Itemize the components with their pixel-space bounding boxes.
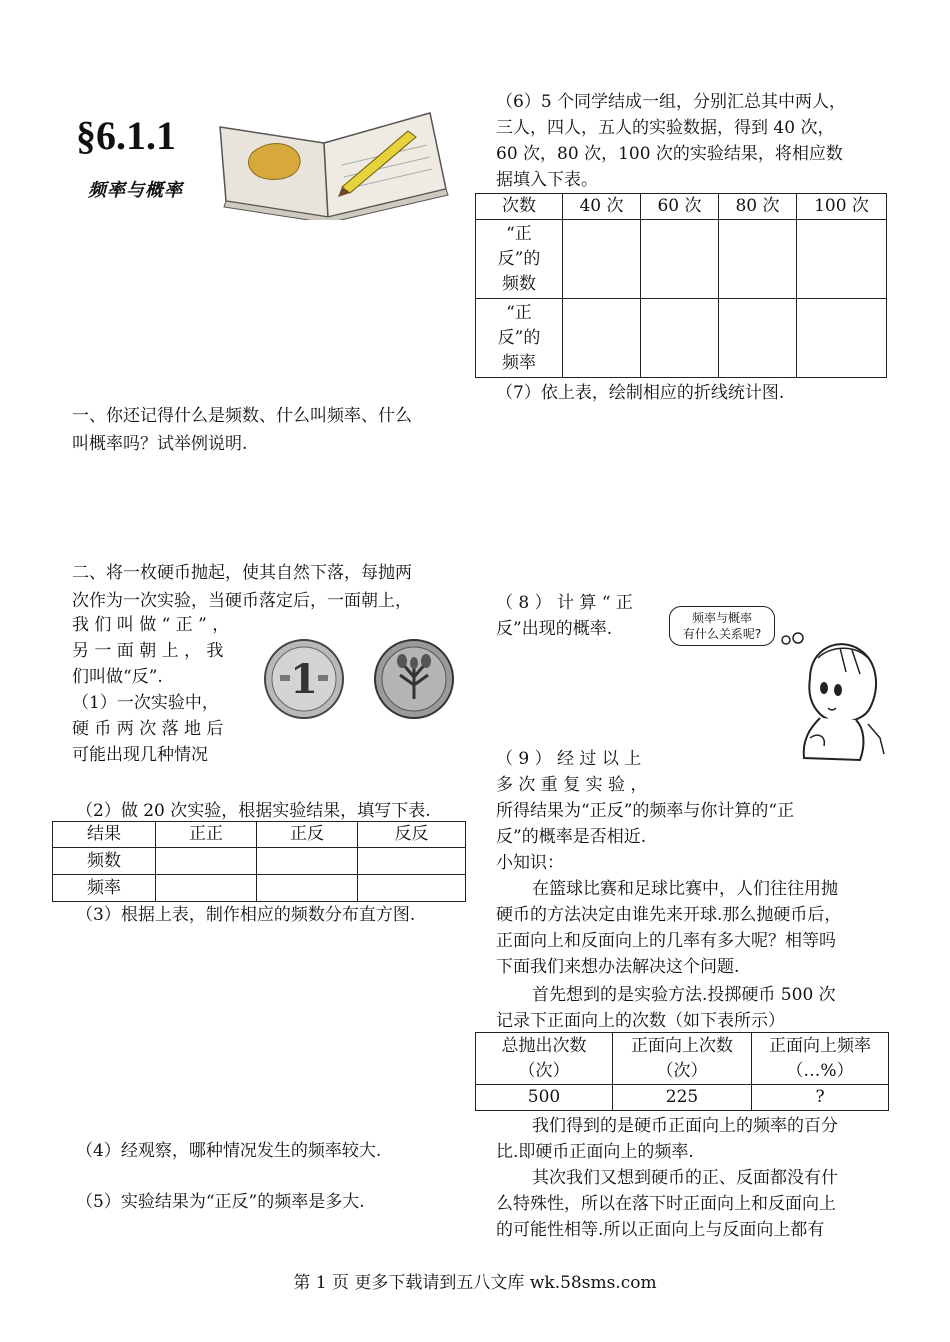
speech-bubble (669, 606, 775, 646)
table-cell: 500 (476, 1085, 613, 1111)
table-cell (641, 220, 719, 299)
question-2-line-5: 们叫做“反”. (72, 667, 163, 687)
table-header: 反反 (358, 822, 466, 848)
table-cell (719, 220, 797, 299)
table-cell (641, 299, 719, 378)
tip-paragraph-4-line-3: 的可能性相等.所以正面向上与反面向上都有 (496, 1220, 825, 1240)
tip-paragraph-1-line-2: 硬币的方法决定由谁先来开球.那么抛硬币后， (496, 905, 842, 925)
question-8-line-1: （ 8 ） 计 算 “ 正 (496, 593, 633, 613)
question-2-3: （3）根据上表，制作相应的频数分布直方图. (76, 905, 416, 925)
question-2-1-line-3: 可能出现几种情况 (72, 745, 208, 765)
table-header: 正正 (156, 822, 257, 848)
table-header-line: 正面向上次数 (631, 1035, 733, 1056)
row-label-line: 频率 (502, 352, 536, 373)
table-cell (257, 848, 358, 875)
question-6-line-2: 三人，四人，五人的实验数据，得到 40 次， (496, 118, 835, 138)
page-footer: 第 1 页 更多下载请到五八文库 wk.58sms.com (293, 1273, 657, 1293)
table-row-label (476, 299, 563, 378)
tip-paragraph-3-line-2: 比.即硬币正面向上的频率. (496, 1142, 694, 1162)
table-header-line: 正面向上频率 (769, 1035, 871, 1056)
tip-paragraph-1-line-3: 正面向上和反面向上的几率有多大呢？相等吗 (496, 931, 836, 951)
svg-text:1: 1 (290, 656, 318, 703)
question-8-line-2: 反”出现的概率. (496, 619, 613, 639)
speech-bubble-line-1: 频率与概率 (691, 611, 752, 625)
table-header: 60 次 (641, 194, 719, 220)
table-header-line: （次） (656, 1060, 708, 1081)
question-2-line-2: 次作为一次实验，当硬币落定后，一面朝上， (72, 591, 412, 611)
row-label-line: 反”的 (497, 248, 541, 269)
table-cell (563, 220, 641, 299)
table-cell (797, 299, 887, 378)
tip-paragraph-4-line-2: 么特殊性，所以在落下时正面向上和反面向上 (496, 1194, 836, 1214)
thinking-child-illustration (780, 628, 890, 768)
question-9-line-2: 多 次 重 复 实 验 ， (496, 775, 648, 795)
row-label-line: 反”的 (497, 327, 541, 348)
table-header (752, 1033, 889, 1085)
question-1-line-1: 一、你还记得什么是频数、什么叫频率、什么 (72, 406, 412, 426)
row-label-line: “正 (506, 223, 532, 244)
tip-paragraph-3-line-1: 我们得到的是硬币正面向上的频率的百分 (532, 1116, 838, 1136)
table-header: 80 次 (719, 194, 797, 220)
question-6-line-4: 据填入下表。 (496, 170, 598, 190)
table-cell (257, 875, 358, 902)
question-9-line-1: （ 9 ） 经 过 以 上 (496, 749, 642, 769)
question-2-line-3: 我 们 叫 做 “ 正 ” ， (72, 615, 230, 635)
question-2-5: （5）实验结果为“正反”的频率是多大. (76, 1192, 365, 1212)
table-row-label: 频数 (53, 848, 156, 875)
table-header-line: 总抛出次数 (501, 1035, 587, 1056)
table-header (613, 1033, 752, 1085)
question-7: （7）依上表，绘制相应的折线统计图. (496, 383, 785, 403)
speech-bubble-line-2: 有什么关系呢? (682, 627, 762, 641)
question-9-line-3: 所得结果为“正反”的频率与你计算的“正 (496, 801, 795, 821)
row-label-line: 频数 (502, 273, 536, 294)
table-header-line: （…%） (786, 1060, 854, 1081)
question-1-line-2: 叫概率吗？试举例说明. (72, 434, 248, 454)
table-header: 100 次 (797, 194, 887, 220)
tip-paragraph-2-line-2: 记录下正面向上的次数（如下表所示） (496, 1011, 785, 1031)
table-row-label: 频率 (53, 875, 156, 902)
trials-table (475, 193, 887, 378)
table-cell: 225 (613, 1085, 752, 1111)
coin-back-illustration (372, 637, 456, 721)
question-2-line-1: 二、将一枚硬币抛起，使其自然下落，每抛两 (72, 563, 412, 583)
table-header: 40 次 (563, 194, 641, 220)
table-header (476, 1033, 613, 1085)
table-cell (719, 299, 797, 378)
tip-paragraph-4-line-1: 其次我们又想到硬币的正、反面都没有什 (532, 1168, 838, 1188)
table-cell (156, 848, 257, 875)
open-book-illustration (212, 105, 452, 220)
question-2-1-line-1: （1）一次实验中， (72, 693, 219, 713)
table-header-line: （次） (518, 1060, 570, 1081)
coin-front-illustration (262, 637, 346, 721)
tip-paragraph-1-line-4: 下面我们来想办法解决这个问题. (496, 957, 740, 977)
question-6-line-1: （6）5 个同学结成一组，分别汇总其中两人， (496, 92, 847, 112)
table-cell (358, 848, 466, 875)
table-header: 次数 (476, 194, 563, 220)
table-cell (797, 220, 887, 299)
question-6-line-3: 60 次，80 次，100 次的实验结果，将相应数 (496, 144, 843, 164)
question-2-2: （2）做 20 次实验，根据实验结果，填写下表. (76, 801, 431, 821)
page-title: §6.1.1 (76, 113, 176, 158)
table-cell (563, 299, 641, 378)
question-2-line-4: 另 一 面 朝 上 ， 我 (72, 641, 224, 661)
table-row-label (476, 220, 563, 299)
results-table (52, 821, 466, 902)
tip-paragraph-2-line-1: 首先想到的是实验方法.投掷硬币 500 次 (532, 985, 836, 1005)
table-header: 结果 (53, 822, 156, 848)
coin-toss-table (475, 1032, 889, 1111)
table-cell: ? (752, 1085, 889, 1111)
tip-paragraph-1-line-1: 在篮球比赛和足球比赛中，人们往往用抛 (532, 879, 838, 899)
table-cell (156, 875, 257, 902)
question-2-4: （4）经观察，哪种情况发生的频率较大. (76, 1141, 382, 1161)
tip-heading: 小知识： (496, 853, 564, 873)
question-2-1-line-2: 硬 币 两 次 落 地 后 (72, 719, 224, 739)
row-label-line: “正 (506, 302, 532, 323)
table-header: 正反 (257, 822, 358, 848)
page-subtitle: 频率与概率 (88, 180, 183, 201)
question-9-line-4: 反”的概率是否相近. (496, 827, 647, 847)
table-cell (358, 875, 466, 902)
